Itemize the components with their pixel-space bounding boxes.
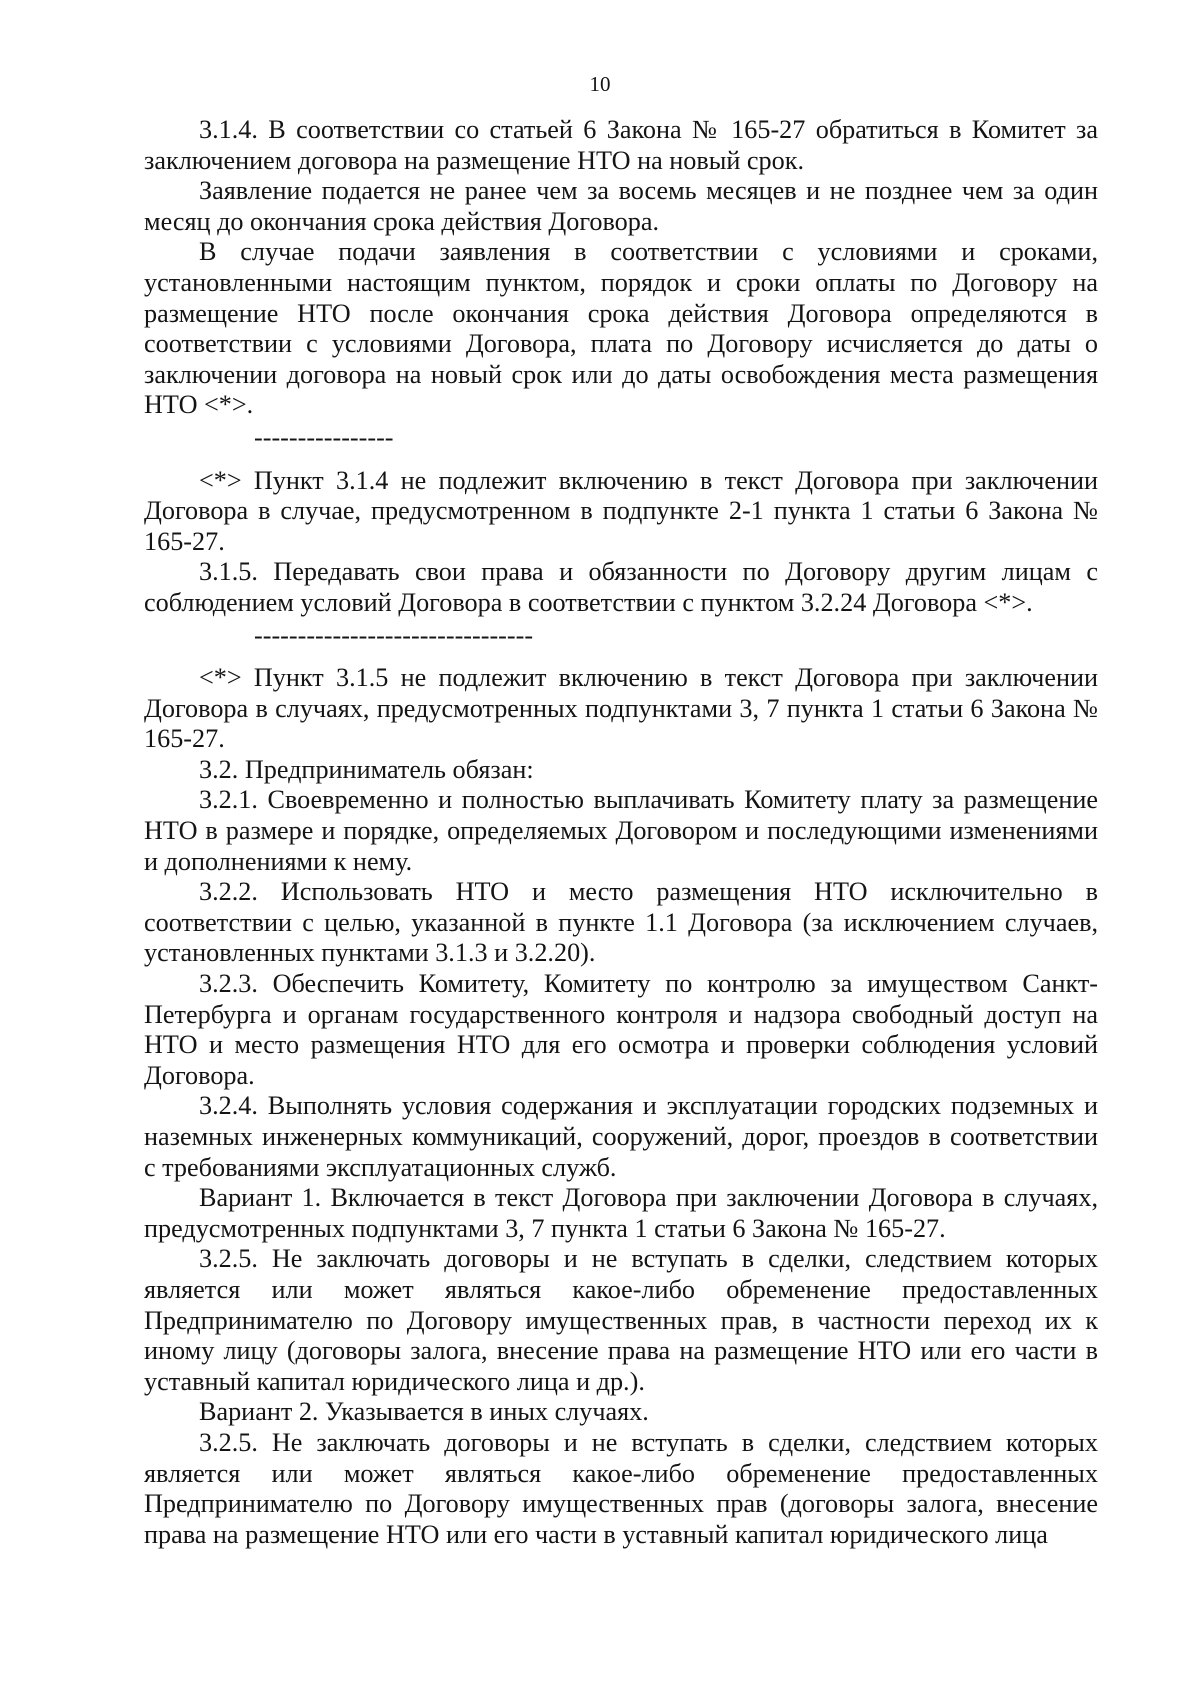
paragraph-3-2-5-variant-1: 3.2.5. Не заключать договоры и не вступать в сделки, следствием которых является или может являться какое-либо обременение предоставленных Предпринимателю по Договору имущественных прав, в частности переход их к иному лицу (договоры залога, внесение права на размещение НТО или его части в уставный капитал юридического лица и др.). bbox=[144, 1244, 1098, 1396]
paragraph-variant-1: Вариант 1. Включается в текст Договора при заключении Договора в случаях, предусмотренных подпунктами 3, 7 пункта 1 статьи 6 Закона № 165-27. bbox=[144, 1183, 1098, 1243]
paragraph-application-term: Заявление подается не ранее чем за восемь месяцев и не позднее чем за один месяц до окончания срока действия Договора. bbox=[144, 176, 1098, 236]
page-number: 10 bbox=[589, 72, 611, 96]
paragraph-3-1-4: 3.1.4. В соответствии со статьей 6 Закона № 165-27 обратиться в Комитет за заключением договора на размещение НТО на новый срок. bbox=[144, 115, 1098, 175]
footnote-3-1-4: <*> Пункт 3.1.4 не подлежит включению в текст Договора при заключении Договора в случае, предусмотренном в подпункте 2-1 пункта 1 статьи 6 Закона № 165-27. bbox=[144, 465, 1098, 556]
footnote-separator: ---------------- bbox=[254, 422, 394, 452]
paragraph-3-2-4: 3.2.4. Выполнять условия содержания и эксплуатации городских подземных и наземных инженерных коммуникаций, сооружений, дорог, проездов в соответствии с требованиями эксплуатационных служб. bbox=[144, 1091, 1098, 1182]
paragraph-variant-2: Вариант 2. Указывается в иных случаях. bbox=[199, 1397, 649, 1427]
document-body bbox=[144, 115, 1098, 1550]
paragraph-3-2-2: 3.2.2. Использовать НТО и место размещения НТО исключительно в соответствии с целью, указанной в пункте 1.1 Договора (за исключением случаев, установленных пунктами 3.1.3 и 3.2.20). bbox=[144, 877, 1098, 968]
paragraph-3-2: 3.2. Предприниматель обязан: bbox=[199, 754, 534, 784]
paragraph-3-2-5-variant-2: 3.2.5. Не заключать договоры и не вступать в сделки, следствием которых является или может являться какое-либо обременение предоставленных Предпринимателю по Договору имущественных прав (договоры залога, внесение права на размещение НТО или его части в уставный капитал юридического лица bbox=[144, 1427, 1098, 1549]
paragraph-payment-conditions: В случае подачи заявления в соответствии с условиями и сроками, установленными настоящим пунктом, порядок и сроки оплаты по Договору на размещение НТО после окончания срока действия Договора определяются в соответствии с условиями Договора, плата по Договору исчисляется до даты о заключении договора на новый срок или до даты освобождения места размещения НТО <*>. bbox=[144, 237, 1098, 420]
footnote-3-1-5: <*> Пункт 3.1.5 не подлежит включению в текст Договора при заключении Договора в случаях, предусмотренных подпунктами 3, 7 пункта 1 статьи 6 Закона № 165-27. bbox=[144, 663, 1098, 754]
footnote-separator: -------------------------------- bbox=[254, 620, 534, 650]
paragraph-3-1-5: 3.1.5. Передавать свои права и обязанности по Договору другим лицам с соблюдением условий Договора в соответствии с пунктом 3.2.24 Договора <*>. bbox=[144, 557, 1098, 617]
paragraph-3-2-3: 3.2.3. Обеспечить Комитету, Комитету по контролю за имуществом Санкт-Петербурга и органам государственного контроля и надзора свободный доступ на НТО и место размещения НТО для его осмотра и проверки соблюдения условий Договора. bbox=[144, 969, 1098, 1090]
paragraph-3-2-1: 3.2.1. Своевременно и полностью выплачивать Комитету плату за размещение НТО в размере и порядке, определяемых Договором и последующими изменениями и дополнениями к нему. bbox=[144, 785, 1098, 876]
